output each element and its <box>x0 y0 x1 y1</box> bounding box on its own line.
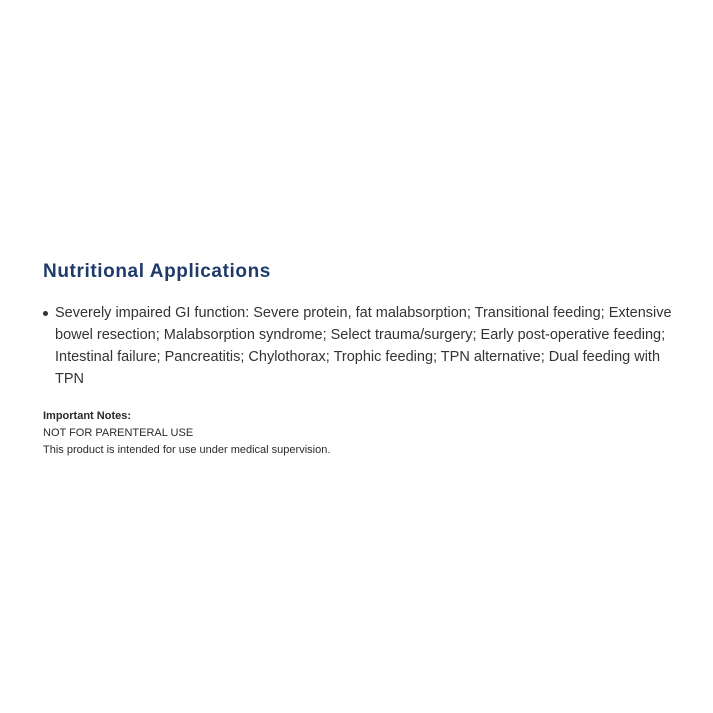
bullet-icon <box>43 311 48 316</box>
notes-line: This product is intended for use under medical supervision. <box>43 444 331 456</box>
list-item-text: Severely impaired GI function: Severe protein, fat malabsorption; Transitional feeding; Extensive bowel resection; Malabsorption syndrome; Select trauma/surgery; Early post-operative feeding; Intestinal failure; Pancreatitis; Chylothorax; Trophic feeding; TPN alternative; Dual feeding with TPN <box>55 305 672 387</box>
list-item <box>43 302 683 390</box>
main-content <box>43 259 683 459</box>
section-title: Nutritional Applications <box>43 261 271 282</box>
notes-line: NOT FOR PARENTERAL USE <box>43 427 194 439</box>
applications-list <box>43 302 683 390</box>
important-notes <box>43 408 683 459</box>
notes-heading: Important Notes: <box>43 410 131 422</box>
